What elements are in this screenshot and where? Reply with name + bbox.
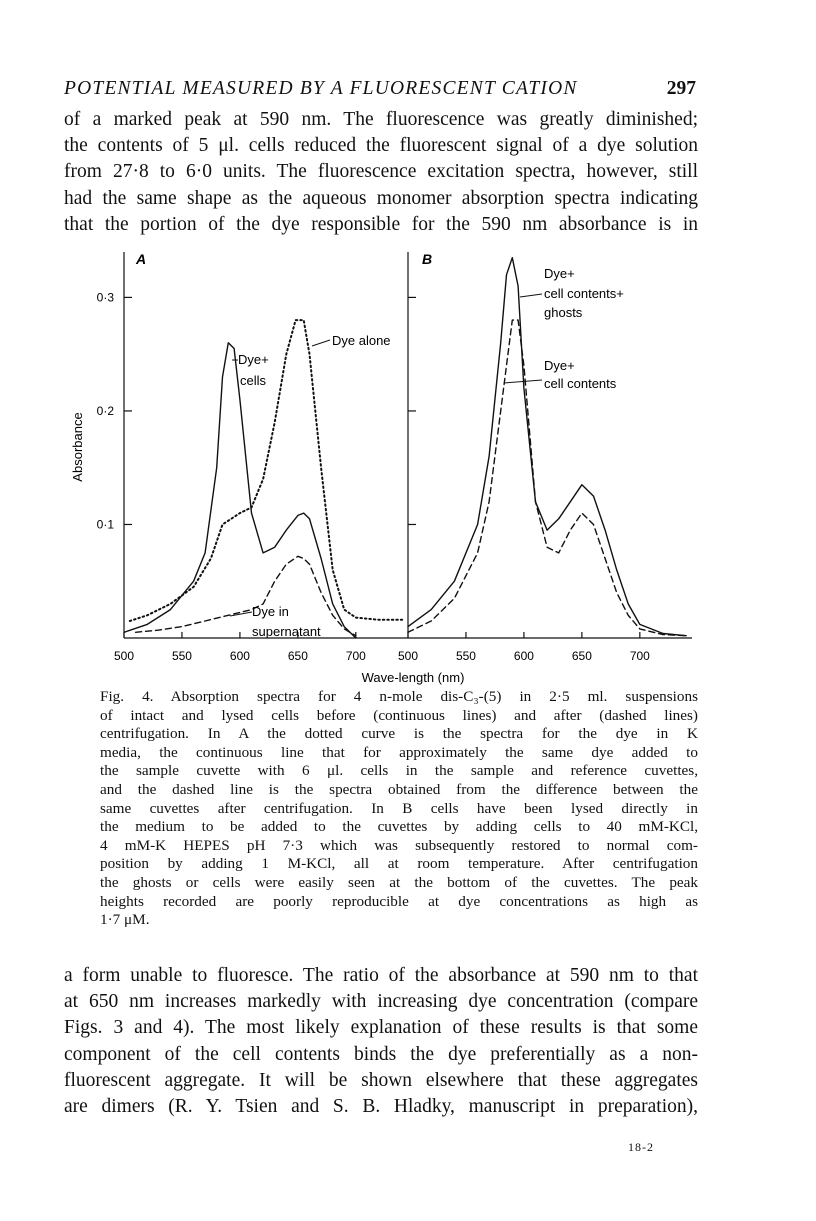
x-tick-label: 500 [113, 649, 135, 663]
text-line: are dimers (R. Y. Tsien and S. B. Hladky, manuscript in preparation), [64, 1096, 698, 1118]
x-tick-label: 550 [455, 649, 476, 663]
x-axis-label: Wave-length (nm) [361, 670, 465, 685]
caption-line: 4 mM-K HEPES pH 7·3 which was subsequently restored to normal com- [100, 836, 698, 854]
text-line: fluorescent aggregate. It will be shown elsewhere that these aggregates [64, 1069, 698, 1091]
body-paragraph-bottom [64, 963, 698, 1120]
text-line: of a marked peak at 590 nm. The fluorescence was greatly diminished; [64, 109, 698, 130]
text-line: had the same shape as the aqueous monomer absorption spectra indicating [64, 187, 698, 209]
annotation-ghosts: Dye+ [544, 266, 575, 281]
x-tick-label: 600 [229, 649, 250, 663]
absorption-spectra-chart [60, 240, 760, 690]
caption-line: and the dashed line is the spectra obtained from the difference between the [100, 780, 698, 798]
y-tick-label: 0·1 [96, 517, 114, 532]
x-tick-label: 650 [287, 649, 308, 663]
panel-b-label: B [422, 251, 433, 267]
x-tick-label: 500 [397, 649, 419, 663]
caption-line: media, the continuous line that for approximately the same dye added to [100, 743, 698, 761]
panel-a-label: A [136, 251, 147, 267]
y-tick-label: 0·2 [96, 403, 114, 418]
y-tick-label: 0·3 [96, 290, 114, 305]
annotation-cell-contents: cell contents [544, 376, 617, 391]
annotation-dye-alone: Dye alone [332, 333, 391, 348]
text-line: from 27·8 to 6·0 units. The fluorescence excitation spectra, however, still [64, 161, 698, 183]
x-tick-label: 650 [571, 649, 592, 663]
caption-line: heights recorded are poorly reproducible at dye concentrations as high as [100, 892, 698, 910]
caption-line: 1·7 μM. [100, 911, 150, 929]
figure-caption [100, 688, 698, 930]
caption-line: the ghosts or cells were easily seen at the bottom of the cuvettes. The peak [100, 873, 698, 891]
y-axis-label: Absorbance [70, 412, 85, 482]
x-tick-label: 550 [171, 649, 192, 663]
running-title: POTENTIAL MEASURED BY A FLUORESCENT CATION [64, 78, 578, 99]
caption-line: same cuvettes after centrifugation. In B cells have been lysed directly in [100, 799, 698, 817]
caption-line: the medium to be added to the cuvettes by adding cells to 40 mM-KCl, [100, 818, 698, 836]
x-tick-label: 700 [629, 649, 650, 663]
leader-line [520, 294, 542, 297]
text-line: Figs. 3 and 4). The most likely explanation of these results is that some [64, 1017, 698, 1039]
annotation-ghosts: cell contents+ [544, 286, 624, 301]
text-line: component of the cell contents binds the dye preferentially as a non- [64, 1043, 698, 1065]
leader-line [312, 340, 330, 346]
figure-4 [60, 240, 760, 690]
caption-line: the sample cuvette with 6 μl. cells in the sample and reference cuvettes, [100, 762, 698, 780]
running-header [64, 78, 696, 108]
annotation-dye-cells: Dye+ [238, 352, 269, 367]
caption-line: Fig. 4. Absorption spectra for 4 n-mole dis-C₃-(5) in 2·5 ml. suspensions [100, 688, 698, 705]
caption-line: of intact and lysed cells before (continuous lines) and after (dashed lines) [100, 706, 698, 724]
annotation-cell-contents: Dye+ [544, 358, 575, 373]
caption-line: position by adding 1 M-KCl, all at room temperature. After centrifugation [100, 855, 698, 873]
text-line: at 650 nm increases markedly with increasing dye concentration (compare [64, 991, 698, 1013]
annotation-dye-supernatant: supernatant [252, 624, 321, 639]
caption-line: centrifugation. In A the dotted curve is the spectra for the dye in K [100, 725, 698, 743]
annotation-ghosts: ghosts [544, 305, 583, 320]
x-tick-label: 600 [513, 649, 534, 663]
annotation-dye-cells: cells [240, 373, 267, 388]
x-tick-label: 700 [345, 649, 366, 663]
annotation-dye-supernatant: Dye in [252, 604, 289, 619]
page-number: 297 [666, 78, 696, 99]
signature-mark: 18-2 [628, 1140, 654, 1154]
body-paragraph-top [64, 107, 698, 238]
text-line: a form unable to fluoresce. The ratio of the absorbance at 590 nm to that [64, 965, 698, 986]
text-line: that the portion of the dye responsible for the 590 nm absorbance is in [64, 213, 698, 235]
series-line [136, 556, 356, 635]
text-line: the contents of 5 μl. cells reduced the fluorescent signal of a dye solution [64, 135, 698, 157]
